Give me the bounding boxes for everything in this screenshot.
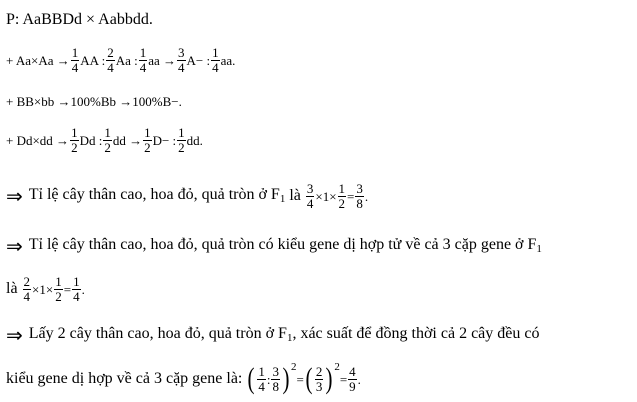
bb-cross-text: + BB×bb →100%Bb →100%B−. — [6, 94, 182, 109]
parent-cross-text: P: AaBBDd × Aabbdd. — [6, 11, 153, 28]
aa-term-2: Aa : — [115, 52, 138, 68]
aa-fraction-2: $\frac{2}{4}$ — [107, 45, 114, 75]
conclusion-3-fraction-3: $\frac{2}{3}$ — [315, 363, 323, 394]
aa-term-1: AA : — [80, 52, 106, 68]
conclusion-3-fraction-4: $\frac{4}{9}$ — [349, 363, 356, 394]
dd-term-1: Dd : — [79, 132, 103, 148]
dd-fraction-3: $\frac{1}{2}$ — [144, 125, 151, 155]
aa-cross-prefix: + Aa×Aa → — [6, 52, 70, 68]
conclusion-3-fraction-2: $\frac{3}{8}$ — [272, 363, 279, 394]
conclusion-1-text: Tỉ lệ cây thân cao, hoa đỏ, quả tròn ở $F_1$ — [28, 186, 286, 206]
conclusion-3-cont: kiểu gene dị hợp về cả 3 cặp gene là: — [6, 370, 243, 387]
conclusion-2-fraction-3: $\frac{1}{4}$ — [73, 274, 80, 304]
conclusion-1-fraction-2: $\frac{1}{2}$ — [338, 181, 346, 211]
conclusion-3-end: . — [357, 371, 361, 387]
conclusion-3-fraction-1: $\frac{1}{4}$ — [258, 363, 265, 394]
conclusion-1-term-1: ×1× — [315, 188, 337, 204]
conclusion-3-colon: : — [266, 371, 271, 387]
conclusion-3-line — [6, 325, 539, 345]
aa-fraction-1: $\frac{1}{4}$ — [71, 45, 79, 75]
conclusion-2-text: Tỉ lệ cây thân cao, hoa đỏ, quả tròn có kiểu gene dị hợp tử về cả 3 cặp gene ở $F_1$ — [28, 236, 542, 255]
dd-term-2: dd → — [112, 132, 143, 148]
conclusion-2-line — [6, 236, 542, 256]
conclusion-1-fraction-1: $\frac{3}{4}$ — [306, 181, 314, 211]
right-paren: ) — [282, 362, 290, 395]
conclusion-1-term-3: . — [364, 188, 369, 204]
dd-fraction-1: $\frac{1}{2}$ — [71, 125, 78, 155]
implies-icon: ⇒ — [6, 234, 23, 258]
aa-fraction-5: $\frac{1}{4}$ — [212, 45, 219, 75]
left-paren: ( — [247, 362, 255, 395]
conclusion-3-exponent-2: 2 — [334, 361, 340, 373]
dd-fraction-4: $\frac{1}{2}$ — [178, 125, 185, 155]
dd-term-3: D− : — [152, 132, 177, 148]
implies-icon: ⇒ — [6, 323, 23, 347]
aa-fraction-3: $\frac{1}{4}$ — [139, 45, 147, 75]
conclusion-3-equals-2: = — [339, 371, 348, 387]
conclusion-1-mid: là — [289, 187, 301, 205]
conclusion-2-fraction-2: $\frac{1}{2}$ — [55, 274, 62, 304]
conclusion-2-cont: là — [6, 280, 18, 298]
conclusion-2-cont-line — [6, 275, 85, 303]
conclusion-3-equals-1: = — [296, 371, 304, 387]
aa-term-3: aa → — [148, 52, 177, 68]
conclusion-3-cont-line — [6, 361, 361, 395]
aa-term-4: A− : — [186, 52, 211, 68]
conclusion-2-term-1: ×1× — [32, 281, 54, 297]
conclusion-1-fraction-3: $\frac{3}{8}$ — [356, 181, 363, 211]
parent-cross-line — [6, 12, 153, 28]
conclusion-2-fraction-1: $\frac{2}{4}$ — [23, 274, 31, 304]
conclusion-1-term-2: = — [347, 188, 355, 204]
right-paren: ) — [325, 362, 333, 395]
conclusion-3-text: Lấy 2 cây thân cao, hoa đỏ, quả tròn ở $F_1$, xác suất để đồng thời cả 2 cây đều có — [28, 325, 540, 344]
aa-fraction-4: $\frac{3}{4}$ — [178, 45, 185, 75]
dd-term-4: dd. — [186, 132, 203, 148]
implies-icon: ⇒ — [6, 184, 23, 209]
conclusion-2-term-3: . — [81, 281, 85, 297]
aa-cross-line — [6, 46, 235, 74]
aa-term-5: aa. — [220, 52, 236, 68]
dd-fraction-2: $\frac{1}{2}$ — [104, 125, 111, 155]
dd-cross-line — [6, 126, 203, 154]
conclusion-2-term-2: = — [63, 281, 72, 297]
dd-cross-prefix: + Dd×dd → — [6, 132, 70, 148]
bb-cross-line — [6, 95, 182, 108]
conclusion-1-line — [6, 182, 368, 210]
left-paren: ( — [305, 362, 313, 395]
conclusion-3-exponent-1: 2 — [290, 361, 297, 373]
